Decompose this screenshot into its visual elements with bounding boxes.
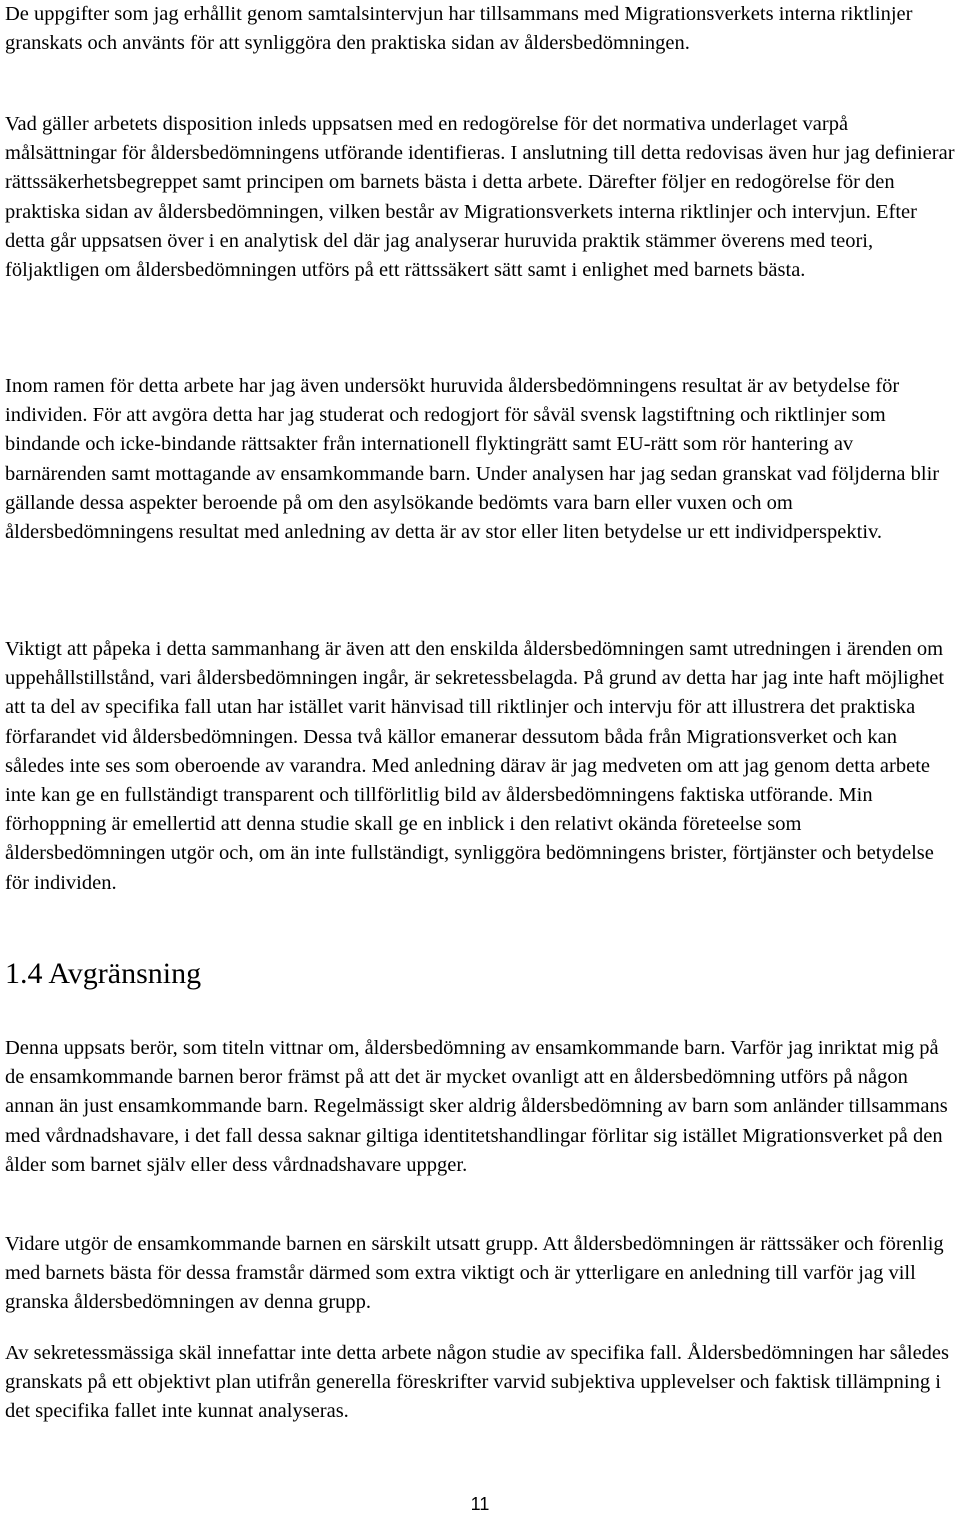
paragraph-delimitation: Denna uppsats berör, som titeln vittnar om, åldersbedömning av ensamkommande barn. Varför jag inriktat mig på de ensamkommande barnen beror främst på att det är mycket ovanligt att en åldersbedömning utförs på någon annan än just ensamkommande barn. Regelmässigt sker aldrig åldersbedömning av barn som anländer tillsammans med vårdnadshavare, i det fall dessa saknar giltiga identitetshandlingar förlitar sig istället Migrationsverket på den ålder som barnet själv eller dess vårdnadshavare uppger. [5, 1037, 948, 1176]
paragraph-sources: De uppgifter som jag erhållit genom samtalsintervjun har tillsammans med Migrationsverkets interna riktlinjer granskats och använts för att synliggöra den praktiska sidan av åldersbedömningen. [5, 3, 913, 55]
page-number: 11 [470, 1494, 490, 1514]
paragraph-no-case-studies: Av sekretessmässiga skäl innefattar inte detta arbete någon studie av specifika fall. Åldersbedömningen har således granskats på ett objektivt plan utifrån generella föreskrifter varvid subjektiva upplevelser och faktisk tillämpning i det specifika fallet inte kunnat analyseras. [5, 1342, 950, 1423]
document-page [5, 0, 955, 1515]
paragraph-scope-of-study: Inom ramen för detta arbete har jag även undersökt huruvida åldersbedömningens resultat är av betydelse för individen. För att avgöra detta har jag studerat och redogjort för såväl svensk lagstiftning och riktlinjer som bindande och icke-bindande rättsakter från internationell flyktingrätt samt EU-rätt som rör hantering av barnärenden samt mottagande av ensamkommande barn. Under analysen har jag sedan granskat vad följderna blir gällande dessa aspekter beroende på om den asylsökande bedömts vara barn eller vuxen och om åldersbedömningens resultat med anledning av detta är av stor eller liten betydelse ur ett individperspektiv. [5, 375, 940, 544]
paragraph-vulnerable-group: Vidare utgör de ensamkommande barnen en särskilt utsatt grupp. Att åldersbedömningen är rättssäker och förenlig med barnets bästa för dessa framstår därmed som extra viktigt och är ytterligare en anledning till varför jag vill granska åldersbedömningen av denna grupp. [5, 1233, 944, 1314]
paragraph-confidentiality: Viktigt att påpeka i detta sammanhang är även att den enskilda åldersbedömningen samt utredningen i ärenden om uppehållstillstånd, vari åldersbedömningen ingår, är sekretessbelagda. På grund av detta har jag inte haft möjlighet att ta del av specifika fall utan har istället varit hänvisad till riktlinjer och intervju för att illustrera det praktiska förfarandet vid åldersbedömningen. Dessa två källor emanerar dessutom båda från Migrationsverket och kan således inte ses som oberoende av varandra. Med anledning därav är jag medveten om att jag genom detta arbete inte kan ge en fullständigt transparent och tillförlitlig bild av åldersbedömningens faktiska utförande. Min förhoppning är emellertid att denna studie skall ge en inblick i den relativt okända företeelse som åldersbedömningen utgör och, om än inte fullständigt, synliggöra bedömningens brister, förtjänster och betydelse för individen. [5, 638, 945, 894]
paragraph-disposition: Vad gäller arbetets disposition inleds uppsatsen med en redogörelse för det normativa underlaget varpå målsättningar för åldersbedömningens utförande identifieras. I anslutning till detta redovisas även hur jag definierar rättssäkerhetsbegreppet samt principen om barnets bästa i detta arbete. Därefter följer en redogörelse för den praktiska sidan av åldersbedömningen, vilken består av Migrationsverkets interna riktlinjer och intervjun. Efter detta går uppsatsen över i en analytisk del där jag analyserar huruvida praktik stämmer överens med teori, följaktligen om åldersbedömningen utförs på ett rättssäkert sätt samt i enlighet med barnets bästa. [5, 113, 955, 282]
section-heading: 1.4 Avgränsning [5, 957, 202, 990]
